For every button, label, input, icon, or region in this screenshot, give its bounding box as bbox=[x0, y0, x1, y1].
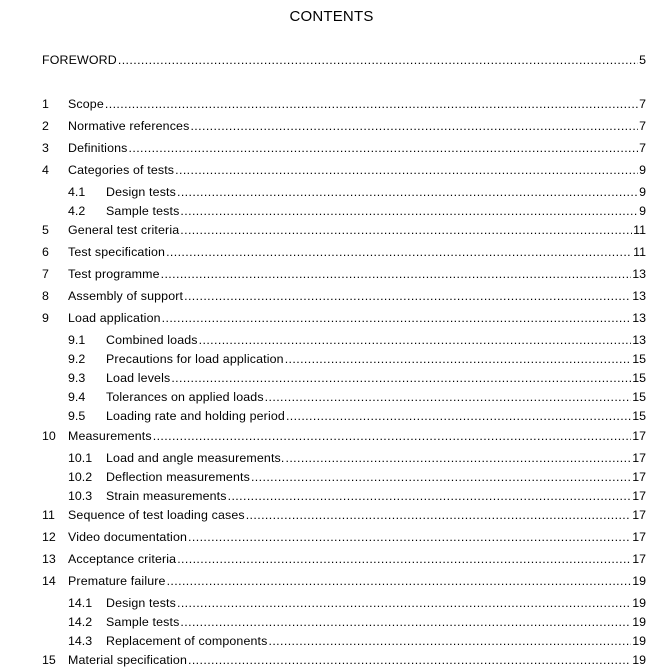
dot-leader bbox=[161, 266, 632, 282]
dot-leader bbox=[167, 573, 632, 589]
toc-entry-number: 12 bbox=[42, 530, 56, 544]
toc-entry-number: 9.2 bbox=[68, 352, 86, 366]
toc-entry[interactable] bbox=[42, 652, 646, 668]
toc-entry-page: 15 bbox=[632, 390, 646, 404]
toc-entry-number: 8 bbox=[42, 289, 49, 303]
toc-entry-title: Scope bbox=[68, 97, 104, 111]
toc-entry-title: Load levels bbox=[106, 371, 171, 385]
toc-entry-number: 11 bbox=[42, 508, 55, 522]
toc-entry-title: Test programme bbox=[68, 267, 160, 281]
toc-entry-page: 17 bbox=[632, 429, 646, 443]
toc-entry[interactable] bbox=[42, 222, 646, 238]
toc-entry[interactable] bbox=[42, 573, 646, 589]
dot-leader bbox=[180, 614, 631, 630]
toc-entry-page: 15 bbox=[632, 371, 646, 385]
toc-entry-title: FOREWORD bbox=[42, 53, 117, 67]
toc-entry-page: 11 bbox=[633, 223, 646, 237]
toc-entry[interactable] bbox=[68, 389, 646, 405]
toc-entry[interactable] bbox=[68, 203, 646, 219]
toc-entry-title: Sample tests bbox=[106, 615, 180, 629]
toc-entry-number: 3 bbox=[42, 141, 49, 155]
toc-entry-page: 13 bbox=[632, 311, 646, 325]
toc-entry-number: 14 bbox=[42, 574, 56, 588]
dot-leader bbox=[171, 370, 631, 386]
toc-entry-title: Material specification bbox=[68, 653, 187, 667]
toc-entry[interactable] bbox=[42, 162, 646, 178]
toc-entry-page: 7 bbox=[639, 141, 646, 155]
toc-entry-page: 9 bbox=[639, 163, 646, 177]
toc-entry-number: 7 bbox=[42, 267, 49, 281]
toc-entry-title: Sequence of test loading cases bbox=[68, 508, 245, 522]
dot-leader bbox=[228, 488, 632, 504]
toc-entry-page: 13 bbox=[632, 289, 646, 303]
dot-leader bbox=[190, 118, 638, 134]
toc-entry-page: 17 bbox=[632, 530, 646, 544]
toc-entry[interactable] bbox=[68, 184, 646, 200]
toc-entry[interactable] bbox=[68, 332, 646, 348]
dot-leader bbox=[166, 244, 632, 260]
toc-entry-page: 7 bbox=[639, 97, 646, 111]
toc-entry-number: 1 bbox=[42, 97, 49, 111]
toc-entry-page: 19 bbox=[632, 634, 646, 648]
dot-leader bbox=[285, 450, 631, 466]
toc-entry-page: 19 bbox=[632, 653, 646, 667]
toc-entry-number: 2 bbox=[42, 119, 49, 133]
toc-entry-title: Precautions for load application bbox=[106, 352, 284, 366]
dot-leader bbox=[199, 332, 632, 348]
toc-entry-page: 11 bbox=[633, 245, 646, 259]
toc-entry-title: Replacement of components bbox=[106, 634, 268, 648]
dot-leader bbox=[118, 52, 638, 68]
toc-entry-number: 9.4 bbox=[68, 390, 86, 404]
toc-entry[interactable] bbox=[42, 52, 646, 68]
toc-entry[interactable] bbox=[42, 96, 646, 112]
toc-entry-number: 15 bbox=[42, 653, 56, 667]
dot-leader bbox=[129, 140, 639, 156]
toc-entry-page: 13 bbox=[632, 267, 646, 281]
toc-entry-page: 17 bbox=[632, 489, 646, 503]
toc-entry[interactable] bbox=[42, 118, 646, 134]
toc-entry-number: 9.3 bbox=[68, 371, 86, 385]
toc-entry-page: 17 bbox=[632, 508, 646, 522]
page-title: CONTENTS bbox=[289, 8, 374, 25]
toc-entry-number: 4 bbox=[42, 163, 49, 177]
toc-entry-number: 5 bbox=[42, 223, 49, 237]
toc-entry[interactable] bbox=[68, 488, 646, 504]
toc-entry-title: Deflection measurements bbox=[106, 470, 250, 484]
dot-leader bbox=[162, 310, 632, 326]
toc-entry-title: Combined loads bbox=[106, 333, 198, 347]
toc-entry-page: 15 bbox=[632, 352, 646, 366]
toc-entry-title: Design tests bbox=[106, 596, 176, 610]
toc-entry-number: 4.1 bbox=[68, 185, 86, 199]
toc-entry-number: 13 bbox=[42, 552, 56, 566]
toc-entry-title: Assembly of support bbox=[68, 289, 184, 303]
dot-leader bbox=[180, 203, 638, 219]
toc-entry-number: 10.2 bbox=[68, 470, 93, 484]
toc-entry-title: Load application bbox=[68, 311, 161, 325]
dot-leader bbox=[268, 633, 631, 649]
toc-entry[interactable] bbox=[42, 507, 646, 523]
dot-leader bbox=[188, 652, 631, 668]
toc-entry-number: 10 bbox=[42, 429, 56, 443]
dot-leader bbox=[285, 351, 632, 367]
toc-entry-number: 14.3 bbox=[68, 634, 93, 648]
toc-entry-title: Loading rate and holding period bbox=[106, 409, 285, 423]
toc-entry[interactable] bbox=[68, 633, 646, 649]
toc-entry-title: Strain measurements bbox=[106, 489, 227, 503]
toc-entry-page: 9 bbox=[639, 204, 646, 218]
toc-entry[interactable] bbox=[42, 244, 646, 260]
toc-entry-page: 19 bbox=[632, 574, 646, 588]
toc-entry[interactable] bbox=[42, 428, 646, 444]
dot-leader bbox=[286, 408, 631, 424]
toc-entry-number: 10.1 bbox=[68, 451, 93, 465]
toc-entry-title: Design tests bbox=[106, 185, 176, 199]
toc-entry-page: 9 bbox=[639, 185, 646, 199]
toc-entry-number: 4.2 bbox=[68, 204, 86, 218]
toc-entry-title: Acceptance criteria bbox=[68, 552, 177, 566]
dot-leader bbox=[184, 288, 631, 304]
toc-entry-number: 9.5 bbox=[68, 409, 86, 423]
dot-leader bbox=[105, 96, 638, 112]
toc-entry[interactable] bbox=[68, 450, 646, 466]
dot-leader bbox=[251, 469, 631, 485]
toc-entry-title: Categories of tests bbox=[68, 163, 175, 177]
toc-entry-page: 5 bbox=[639, 53, 646, 67]
toc-entry[interactable] bbox=[68, 370, 646, 386]
toc-entry[interactable] bbox=[42, 288, 646, 304]
toc-entry-title: Premature failure bbox=[68, 574, 166, 588]
toc-entry-number: 6 bbox=[42, 245, 49, 259]
toc-entry-title: Tolerances on applied loads bbox=[106, 390, 264, 404]
toc-entry-title: Video documentation bbox=[68, 530, 188, 544]
dot-leader bbox=[175, 162, 638, 178]
dot-leader bbox=[177, 551, 631, 567]
dot-leader bbox=[177, 595, 631, 611]
dot-leader bbox=[188, 529, 631, 545]
toc-entry-title: Load and angle measurements. bbox=[106, 451, 285, 465]
toc-entry-page: 17 bbox=[632, 451, 646, 465]
toc-entry-page: 7 bbox=[639, 119, 646, 133]
toc-entry[interactable] bbox=[42, 551, 646, 567]
toc-entry[interactable] bbox=[68, 595, 646, 611]
dot-leader bbox=[177, 184, 638, 200]
dot-leader bbox=[246, 507, 631, 523]
toc-entry-number: 14.1 bbox=[68, 596, 93, 610]
toc-entry[interactable] bbox=[42, 140, 646, 156]
toc-entry[interactable] bbox=[68, 408, 646, 424]
toc-entry[interactable] bbox=[42, 310, 646, 326]
toc-entry-title: General test criteria bbox=[68, 223, 180, 237]
toc-entry[interactable] bbox=[42, 529, 646, 545]
toc-entry-number: 14.2 bbox=[68, 615, 93, 629]
toc-entry-title: Normative references bbox=[68, 119, 190, 133]
dot-leader bbox=[180, 222, 632, 238]
toc-entry[interactable] bbox=[68, 469, 646, 485]
toc-entry-number: 9 bbox=[42, 311, 49, 325]
toc-entry-page: 17 bbox=[632, 470, 646, 484]
toc-entry-title: Definitions bbox=[68, 141, 128, 155]
toc-entry-page: 19 bbox=[632, 596, 646, 610]
toc-entry-page: 15 bbox=[632, 409, 646, 423]
toc-entry-page: 13 bbox=[632, 333, 646, 347]
toc-entry[interactable] bbox=[68, 614, 646, 630]
toc-entry[interactable] bbox=[68, 351, 646, 367]
toc-entry-number: 10.3 bbox=[68, 489, 93, 503]
toc-entry[interactable] bbox=[42, 266, 646, 282]
toc-entry-number: 9.1 bbox=[68, 333, 86, 347]
dot-leader bbox=[265, 389, 632, 405]
dot-leader bbox=[153, 428, 631, 444]
toc-entry-title: Measurements bbox=[68, 429, 152, 443]
toc-entry-title: Test specification bbox=[68, 245, 166, 259]
toc-entry-title: Sample tests bbox=[106, 204, 180, 218]
toc-entry-page: 17 bbox=[632, 552, 646, 566]
toc-entry-page: 19 bbox=[632, 615, 646, 629]
